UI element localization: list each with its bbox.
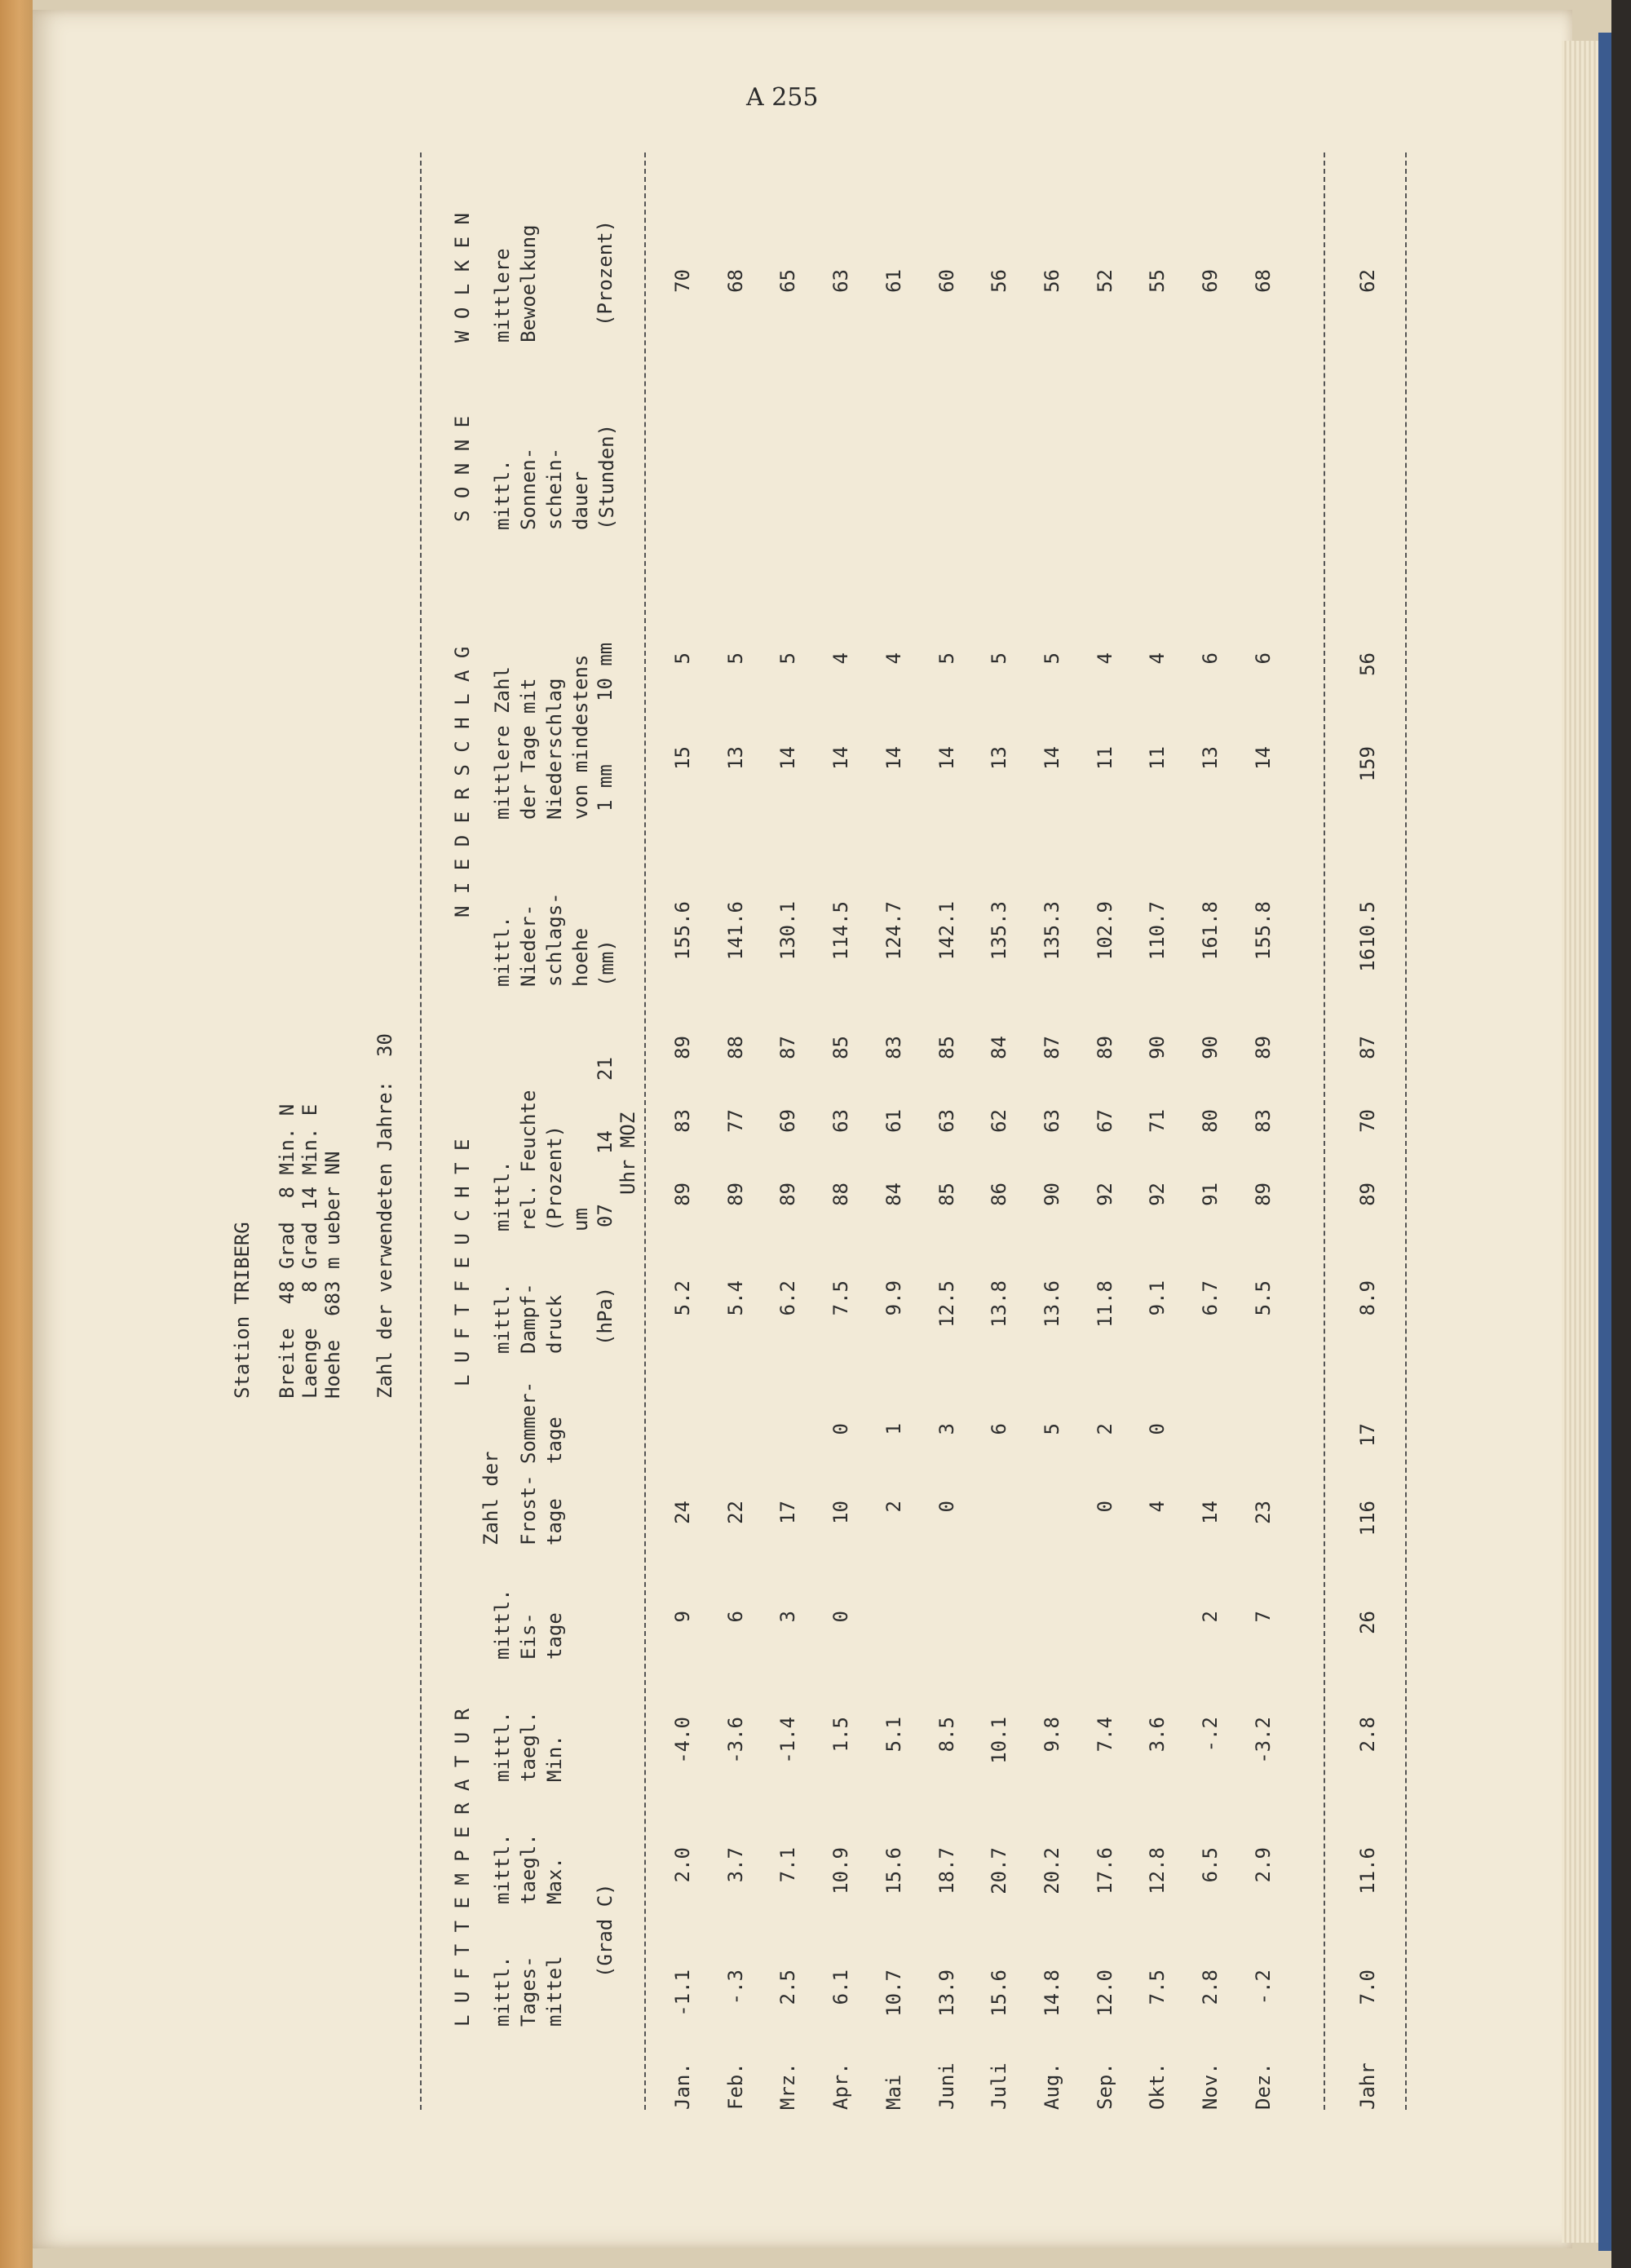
table-row-12-cell-1: 2.9 — [1251, 1847, 1275, 1883]
header-bewoelkung: mittlere Bewoelkung — [491, 224, 540, 343]
table-row-4-cell-12: 4 — [829, 652, 853, 665]
table-row-4-cell-11: 14 — [829, 746, 853, 770]
year-row-cell-4: 116 — [1356, 1501, 1379, 1536]
header-niederschlagshoehe: mittl. Nieder- schlags- hoehe (mm) — [491, 892, 618, 987]
page-edges — [1562, 41, 1598, 2243]
table-row-2-cell-3: 6 — [723, 1611, 747, 1623]
table-row-4-cell-14: 63 — [829, 269, 853, 293]
table-row-10-cell-12: 4 — [1146, 652, 1169, 665]
header-eistage: mittl. Eis- tage — [491, 1589, 566, 1660]
table-row-9-cell-12: 4 — [1093, 652, 1116, 665]
table-row-5-cell-4: 2 — [882, 1501, 905, 1513]
year-rule-top — [1324, 153, 1325, 2110]
table-row-7-cell-8: 62 — [988, 1109, 1011, 1133]
table-row-10-cell-9: 90 — [1146, 1036, 1169, 1059]
header-rule — [644, 153, 646, 2110]
table-row-9-cell-11: 11 — [1093, 746, 1116, 770]
table-row-8-cell-14: 56 — [1040, 269, 1063, 293]
group-sonne: S O N N E — [451, 415, 474, 522]
table-row-8-cell-0: 14.8 — [1040, 1970, 1063, 2017]
table-row-5-cell-5: 1 — [882, 1423, 905, 1435]
table-row-10-cell-8: 71 — [1146, 1109, 1169, 1133]
book-cover-edge — [1598, 33, 1611, 2251]
table-row-7-cell-12: 5 — [988, 652, 1011, 665]
table-row-12-label: Dez. — [1251, 2062, 1275, 2110]
table-row-1-cell-14: 70 — [671, 269, 694, 293]
table-row-4-cell-4: 10 — [829, 1501, 853, 1524]
table-row-12-cell-14: 68 — [1251, 269, 1275, 293]
table-row-8-cell-5: 5 — [1040, 1423, 1063, 1435]
table-row-4-cell-7: 88 — [829, 1183, 853, 1206]
table-row-10-cell-2: 3.6 — [1146, 1717, 1169, 1753]
table-row-9-cell-9: 89 — [1093, 1036, 1116, 1059]
table-row-6-cell-8: 63 — [935, 1109, 958, 1133]
table-row-7-cell-1: 20.7 — [988, 1847, 1011, 1894]
table-row-6-cell-6: 12.5 — [935, 1280, 958, 1328]
table-row-4-cell-3: 0 — [829, 1611, 853, 1623]
table-row-9-cell-1: 17.6 — [1093, 1847, 1116, 1894]
table-row-8-cell-2: 9.8 — [1040, 1717, 1063, 1753]
table-row-2-cell-6: 5.4 — [723, 1280, 747, 1316]
header-14: 14 — [594, 1130, 617, 1154]
year-row-cell-0: 7.0 — [1356, 1970, 1379, 2005]
station-breite: Breite 48 Grad 8 Min. N — [276, 1103, 298, 1399]
table-row-10-cell-14: 55 — [1146, 269, 1169, 293]
table-row-11-label: Nov. — [1199, 2062, 1222, 2110]
bottom-rule — [1405, 153, 1407, 2110]
table-row-1-cell-9: 89 — [671, 1036, 694, 1059]
table-row-3-label: Mrz. — [776, 2062, 800, 2110]
table-row-8-cell-7: 90 — [1040, 1183, 1063, 1206]
year-row-label: Jahr — [1356, 2062, 1379, 2110]
year-row-cell-6: 8.9 — [1356, 1280, 1379, 1316]
table-row-5-cell-12: 4 — [882, 652, 905, 665]
table-row-5-cell-14: 61 — [882, 269, 905, 293]
table-row-3-cell-0: 2.5 — [776, 1970, 800, 2005]
year-row-cell-8: 70 — [1356, 1109, 1379, 1133]
table-row-5-cell-1: 15.6 — [882, 1847, 905, 1894]
table-row-6-label: Juni — [935, 2062, 958, 2110]
year-row-cell-1: 11.6 — [1356, 1847, 1379, 1894]
header-grad-c: (Grad C) — [594, 1883, 617, 1978]
table-row-9-cell-7: 92 — [1093, 1183, 1116, 1206]
table-row-8-cell-10: 135.3 — [1040, 901, 1063, 961]
table-row-4-cell-10: 114.5 — [829, 901, 853, 961]
table-row-5-label: Mai — [882, 2074, 905, 2110]
table-row-5-cell-11: 14 — [882, 746, 905, 770]
header-uhr-moz: Uhr MOZ — [617, 1112, 639, 1195]
station-laenge: Laenge 8 Grad 14 Min. E — [298, 1103, 321, 1399]
table-row-1-cell-6: 5.2 — [671, 1280, 694, 1316]
table-row-6-cell-1: 18.7 — [935, 1847, 958, 1894]
table-row-2-label: Feb. — [723, 2062, 747, 2110]
group-lufttemperatur: L U F T T E M P E R A T U R — [451, 1708, 474, 2027]
header-tagesmittel: mittl. Tages- mittel — [491, 1956, 566, 2027]
table-row-1-cell-0: -1.1 — [671, 1970, 694, 2017]
table-row-7-cell-5: 6 — [988, 1423, 1011, 1435]
table-row-6-cell-14: 60 — [935, 269, 958, 293]
table-row-8-cell-9: 87 — [1040, 1036, 1063, 1059]
page-number: A 255 — [746, 83, 819, 112]
table-row-1-cell-4: 24 — [671, 1501, 694, 1524]
table-row-9-cell-2: 7.4 — [1093, 1717, 1116, 1753]
table-row-1-label: Jan. — [671, 2062, 694, 2110]
table-row-2-cell-12: 5 — [723, 652, 747, 665]
table-row-12-cell-9: 89 — [1251, 1036, 1275, 1059]
year-row-cell-3: 26 — [1356, 1611, 1379, 1634]
table-row-6-cell-10: 142.1 — [935, 901, 958, 961]
table-row-5-cell-0: 10.7 — [882, 1970, 905, 2017]
table-row-12-cell-10: 155.8 — [1251, 901, 1275, 961]
table-row-2-cell-4: 22 — [723, 1501, 747, 1524]
table-row-5-cell-2: 5.1 — [882, 1717, 905, 1753]
table-row-11-cell-2: -.2 — [1199, 1717, 1222, 1753]
table-row-12-cell-8: 83 — [1251, 1109, 1275, 1133]
table-row-6-cell-9: 85 — [935, 1036, 958, 1059]
table-row-2-cell-2: -3.6 — [723, 1717, 747, 1764]
table-row-4-cell-5: 0 — [829, 1423, 853, 1435]
table-row-12-cell-12: 6 — [1251, 652, 1275, 665]
station-jahre: Zahl der verwendeten Jahre: 30 — [373, 1033, 396, 1399]
table-row-11-cell-11: 13 — [1199, 746, 1222, 770]
header-prozent: (Prozent) — [594, 219, 617, 326]
table-row-1-cell-7: 89 — [671, 1183, 694, 1206]
table-row-11-cell-3: 2 — [1199, 1611, 1222, 1623]
table-row-12-cell-11: 14 — [1251, 746, 1275, 770]
table-row-11-cell-14: 69 — [1199, 269, 1222, 293]
table-row-2-cell-14: 68 — [723, 269, 747, 293]
table-row-8-label: Aug. — [1040, 2062, 1063, 2110]
table-row-2-cell-7: 89 — [723, 1183, 747, 1206]
table-row-1-cell-12: 5 — [671, 652, 694, 665]
table-row-3-cell-2: -1.4 — [776, 1717, 800, 1764]
table-row-4-cell-0: 6.1 — [829, 1970, 853, 2005]
table-row-6-cell-2: 8.5 — [935, 1717, 958, 1753]
table-row-7-cell-2: 10.1 — [988, 1717, 1011, 1764]
header-07: 07 — [594, 1204, 617, 1227]
table-row-8-cell-8: 63 — [1040, 1109, 1063, 1133]
table-row-7-cell-14: 56 — [988, 269, 1011, 293]
header-21: 21 — [594, 1057, 617, 1081]
table-row-6-cell-5: 3 — [935, 1423, 958, 1435]
table-row-11-cell-0: 2.8 — [1199, 1970, 1222, 2005]
top-rule — [420, 153, 422, 2110]
header-min: mittl. taegl. Min. — [491, 1711, 566, 1782]
book-binding — [0, 0, 33, 2268]
table-row-8-cell-12: 5 — [1040, 652, 1063, 665]
header-feuchte: mittl. rel. Feuchte (Prozent) um — [491, 1090, 592, 1231]
table-row-9-cell-10: 102.9 — [1093, 901, 1116, 961]
table-row-1-cell-2: -4.0 — [671, 1717, 694, 1764]
table-row-2-cell-8: 77 — [723, 1109, 747, 1133]
table-row-3-cell-8: 69 — [776, 1109, 800, 1133]
table-row-2-cell-10: 141.6 — [723, 901, 747, 961]
table-row-7-cell-6: 13.8 — [988, 1280, 1011, 1328]
header-zahl-der: Zahl der — [480, 1451, 502, 1545]
year-row-cell-5: 17 — [1356, 1423, 1379, 1447]
table-row-4-cell-6: 7.5 — [829, 1280, 853, 1316]
table-row-4-label: Apr. — [829, 2062, 853, 2110]
table-row-2-cell-11: 13 — [723, 746, 747, 770]
table-row-3-cell-7: 89 — [776, 1183, 800, 1206]
table-row-1-cell-1: 2.0 — [671, 1847, 694, 1883]
table-row-4-cell-9: 85 — [829, 1036, 853, 1059]
year-row-cell-14: 62 — [1356, 269, 1379, 293]
table-row-3-cell-10: 130.1 — [776, 901, 800, 961]
table-row-5-cell-9: 83 — [882, 1036, 905, 1059]
table-row-1-cell-10: 155.6 — [671, 901, 694, 961]
table-row-11-cell-1: 6.5 — [1199, 1847, 1222, 1883]
header-dampfdruck: mittl. Dampf- druck — [491, 1283, 566, 1354]
table-row-6-cell-11: 14 — [935, 746, 958, 770]
table-row-10-cell-6: 9.1 — [1146, 1280, 1169, 1316]
year-row-cell-7: 89 — [1356, 1183, 1379, 1206]
table-row-11-cell-8: 80 — [1199, 1109, 1222, 1133]
table-row-6-cell-7: 85 — [935, 1183, 958, 1206]
header-1mm: 1 mm — [594, 764, 617, 811]
table-row-3-cell-3: 3 — [776, 1611, 800, 1623]
table-row-10-cell-4: 4 — [1146, 1501, 1169, 1513]
table-row-2-cell-0: -.3 — [723, 1970, 747, 2005]
table-row-3-cell-4: 17 — [776, 1501, 800, 1524]
table-row-5-cell-7: 84 — [882, 1183, 905, 1206]
table-row-11-cell-10: 161.8 — [1199, 901, 1222, 961]
station-title: Station TRIBERG — [231, 1222, 254, 1399]
header-tage-mit: mittlere Zahl der Tage mit Niederschlag von mindestens — [491, 654, 592, 820]
table-row-12-cell-6: 5.5 — [1251, 1280, 1275, 1316]
table-row-5-cell-10: 124.7 — [882, 901, 905, 961]
table-row-9-cell-5: 2 — [1093, 1423, 1116, 1435]
group-niederschlag: N I E D E R S C H L A G — [451, 646, 474, 917]
header-max: mittl. taegl. Max. — [491, 1833, 566, 1904]
table-row-10-cell-0: 7.5 — [1146, 1970, 1169, 2005]
table-row-12-cell-2: -3.2 — [1251, 1717, 1275, 1764]
header-10mm: 10 mm — [594, 642, 617, 701]
header-frosttage: Frost- tage — [517, 1474, 566, 1545]
table-row-8-cell-1: 20.2 — [1040, 1847, 1063, 1894]
table-row-9-cell-6: 11.8 — [1093, 1280, 1116, 1328]
table-row-9-cell-0: 12.0 — [1093, 1970, 1116, 2017]
table-row-11-cell-12: 6 — [1199, 652, 1222, 665]
group-luftfeuchte: L U F T F E U C H T E — [451, 1138, 474, 1386]
table-row-10-label: Okt. — [1146, 2062, 1169, 2110]
table-row-12-cell-3: 7 — [1251, 1611, 1275, 1623]
table-row-10-cell-11: 11 — [1146, 746, 1169, 770]
table-row-3-cell-12: 5 — [776, 652, 800, 665]
header-sommertage: Sommer- tage — [517, 1381, 566, 1464]
table-row-11-cell-4: 14 — [1199, 1501, 1222, 1524]
table-row-3-cell-1: 7.1 — [776, 1847, 800, 1883]
header-sonnenschein: mittl. Sonnen- schein- dauer (Stunden) — [491, 423, 618, 530]
table-row-7-cell-10: 135.3 — [988, 901, 1011, 961]
table-row-3-cell-9: 87 — [776, 1036, 800, 1059]
table-row-4-cell-2: 1.5 — [829, 1717, 853, 1753]
table-row-9-cell-4: 0 — [1093, 1501, 1116, 1513]
year-row-cell-11: 159 — [1356, 746, 1379, 782]
table-row-9-cell-14: 52 — [1093, 269, 1116, 293]
year-row-cell-2: 2.8 — [1356, 1717, 1379, 1753]
table-row-3-cell-6: 6.2 — [776, 1280, 800, 1316]
table-row-9-label: Sep. — [1093, 2062, 1116, 2110]
table-row-4-cell-8: 63 — [829, 1109, 853, 1133]
header-hpa: (hPa) — [594, 1286, 617, 1346]
year-row-cell-12: 56 — [1356, 652, 1379, 676]
table-row-6-cell-0: 13.9 — [935, 1970, 958, 2017]
table-row-7-cell-7: 86 — [988, 1183, 1011, 1206]
table-row-10-cell-7: 92 — [1146, 1183, 1169, 1206]
table-row-2-cell-9: 88 — [723, 1036, 747, 1059]
table-row-11-cell-6: 6.7 — [1199, 1280, 1222, 1316]
table-row-12-cell-7: 89 — [1251, 1183, 1275, 1206]
station-hoehe: Hoehe 683 m ueber NN — [321, 1151, 344, 1399]
table-row-7-cell-9: 84 — [988, 1036, 1011, 1059]
table-row-5-cell-8: 61 — [882, 1109, 905, 1133]
table-row-1-cell-3: 9 — [671, 1611, 694, 1623]
group-wolken: W O L K E N — [451, 213, 474, 343]
year-row-cell-9: 87 — [1356, 1036, 1379, 1059]
table-row-7-label: Juli — [988, 2062, 1011, 2110]
table-row-7-cell-0: 15.6 — [988, 1970, 1011, 2017]
table-row-10-cell-10: 110.7 — [1146, 901, 1169, 961]
table-row-12-cell-0: -.2 — [1251, 1970, 1275, 2005]
table-row-9-cell-8: 67 — [1093, 1109, 1116, 1133]
table-row-8-cell-6: 13.6 — [1040, 1280, 1063, 1328]
table-row-4-cell-1: 10.9 — [829, 1847, 853, 1894]
table-row-1-cell-8: 83 — [671, 1109, 694, 1133]
background-edge — [1611, 0, 1631, 2268]
table-row-3-cell-14: 65 — [776, 269, 800, 293]
table-row-11-cell-7: 91 — [1199, 1183, 1222, 1206]
table-row-3-cell-11: 14 — [776, 746, 800, 770]
table-row-2-cell-1: 3.7 — [723, 1847, 747, 1883]
table-row-10-cell-5: 0 — [1146, 1423, 1169, 1435]
table-row-6-cell-12: 5 — [935, 652, 958, 665]
climate-table — [183, 135, 1448, 2133]
table-row-1-cell-11: 15 — [671, 746, 694, 770]
table-row-7-cell-11: 13 — [988, 746, 1011, 770]
table-row-11-cell-9: 90 — [1199, 1036, 1222, 1059]
table-row-12-cell-4: 23 — [1251, 1501, 1275, 1524]
year-row-cell-10: 1610.5 — [1356, 901, 1379, 972]
table-row-6-cell-4: 0 — [935, 1501, 958, 1513]
table-row-5-cell-6: 9.9 — [882, 1280, 905, 1316]
table-row-10-cell-1: 12.8 — [1146, 1847, 1169, 1894]
table-row-8-cell-11: 14 — [1040, 746, 1063, 770]
